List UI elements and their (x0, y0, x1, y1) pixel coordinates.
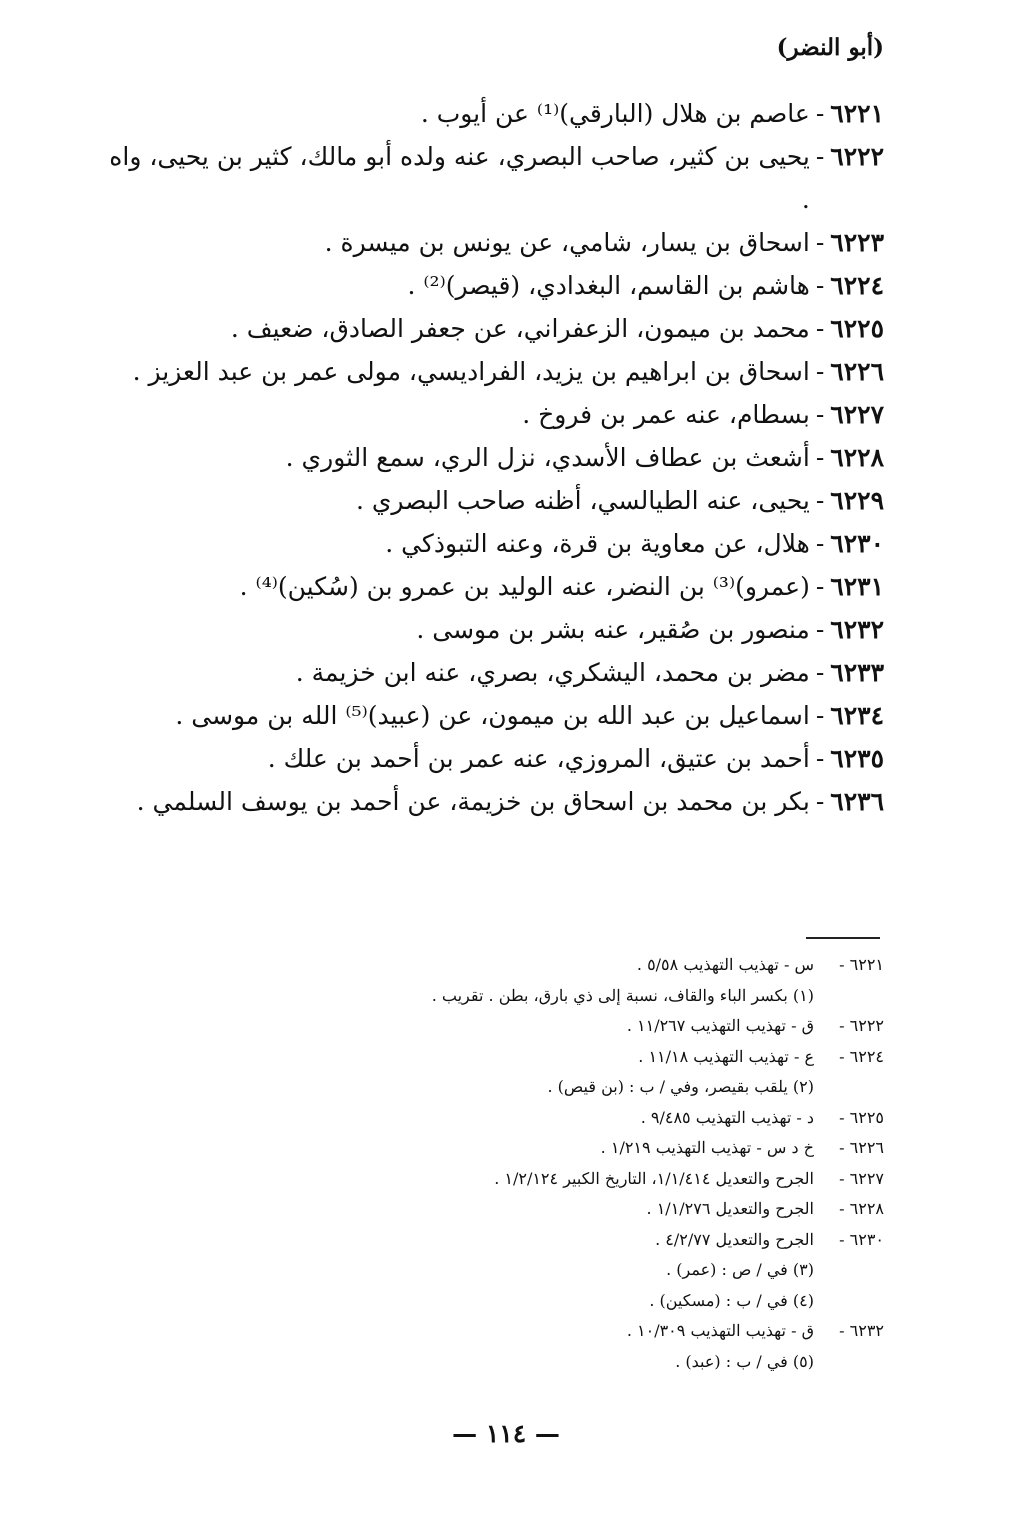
entry (104, 307, 884, 350)
footnote (224, 1072, 884, 1103)
footnote (224, 1255, 884, 1286)
footnote-ref: ٦٢٢٦ - (839, 1138, 884, 1157)
entry-dash: - (815, 142, 825, 171)
entry-text: محمد بن ميمون، الزعفراني، عن جعفر الصادق، ضعيف . (230, 314, 810, 343)
footnote (224, 981, 884, 1012)
footnote (224, 1194, 884, 1225)
entry-dash: - (815, 744, 825, 773)
footnote (224, 1103, 884, 1134)
entry-number: ٦٢٢٢ (830, 142, 884, 171)
footnote-ref: ٦٢٢٧ - (839, 1168, 884, 1188)
entry (104, 436, 884, 479)
running-head: (أبو النضر) (776, 34, 884, 61)
footnote-text: (٣) في / ص : (عمر) . (666, 1260, 814, 1279)
footnote (224, 1316, 884, 1347)
footnote-ref: ٦٢٢١ - (839, 955, 884, 974)
entry-number: ٦٢٢٤ (830, 271, 884, 300)
entry (104, 479, 884, 522)
footnote (224, 1225, 884, 1256)
entry-number: ٦٢٢٩ (830, 486, 884, 515)
entry-number: ٦٢٣٣ (830, 658, 884, 687)
entry-number: ٦٢٣٤ (830, 701, 884, 730)
entry-dash: - (815, 658, 825, 687)
footnote-text: الجرح والتعديل ١/١/٤١٤، التاريخ الكبير ١/٢/١٢٤ . (494, 1168, 814, 1188)
entry-number: ٦٢٢٨ (830, 443, 884, 472)
entry-number: ٦٢٢٦ (830, 357, 884, 386)
footnote-text: الجرح والتعديل ٤/٢/٧٧ . (655, 1229, 814, 1249)
footnote-text: ق - تهذيب التهذيب ١٠/٣٠٩ . (626, 1321, 814, 1340)
footnote (224, 950, 884, 981)
entry (104, 608, 884, 651)
footnote-text: (٥) في / ب : (عبد) . (675, 1351, 814, 1371)
entry (104, 350, 884, 393)
footnote-ref: ٦٢٢٤ - (839, 1046, 884, 1066)
footnote-text: ع - تهذيب التهذيب ١١/١٨ . (638, 1046, 814, 1066)
footnote-text: (٤) في / ب : (مسكين) . (649, 1290, 814, 1310)
footnote (224, 1042, 884, 1073)
entry-text: بسطام، عنه عمر بن فروخ . (522, 400, 810, 429)
entry-text: يحيى بن كثير، صاحب البصري، عنه ولده أبو مالك، كثير بن يحيى، واه . (109, 142, 810, 214)
entry-text: هاشم بن القاسم، البغدادي، (قيصر)⁽²⁾ . (407, 271, 810, 300)
entry-dash: - (815, 787, 825, 816)
entry-dash: - (815, 357, 825, 386)
footnote-text: د - تهذيب التهذيب ٩/٤٨٥ . (640, 1107, 814, 1127)
entry (104, 393, 884, 436)
entry-dash: - (815, 443, 825, 472)
entry-text: (عمرو)⁽³⁾ بن النضر، عنه الوليد بن عمرو بن (سُكين)⁽⁴⁾ . (239, 572, 810, 601)
entry-number: ٦٢٣١ (830, 572, 884, 601)
entry-dash: - (815, 529, 825, 558)
entry-dash: - (815, 572, 825, 601)
entry-text: أشعث بن عطاف الأسدي، نزل الري، سمع الثوري . (285, 443, 810, 472)
footnote (224, 1011, 884, 1042)
entry (104, 651, 884, 694)
entry-dash: - (815, 271, 825, 300)
entry (104, 221, 884, 264)
entry-dash: - (815, 228, 825, 257)
entry-text: بكر بن محمد بن اسحاق بن خزيمة، عن أحمد بن يوسف السلمي . (136, 787, 810, 816)
entry-text: أحمد بن عتيق، المروزي، عنه عمر بن أحمد بن علك . (267, 744, 810, 773)
footnote-ref: ٦٢٢٨ - (839, 1199, 884, 1218)
footnote-ref: ٦٢٢٥ - (839, 1107, 884, 1127)
footnote-ref: ٦٢٢٢ - (839, 1016, 884, 1035)
footnote-text: (١) بكسر الباء والقاف، نسبة إلى ذي بارق، بطن . تقريب . (431, 985, 814, 1005)
entry-text: منصور بن صُقير، عنه بشر بن موسى . (416, 615, 810, 644)
footnote (224, 1133, 884, 1164)
entry-dash: - (815, 701, 825, 730)
entry-text: هلال، عن معاوية بن قرة، وعنه التبوذكي . (385, 529, 810, 558)
entry-text: مضر بن محمد، اليشكري، بصري، عنه ابن خزيمة . (295, 658, 810, 687)
entry-dash: - (815, 615, 825, 644)
entry (104, 92, 884, 135)
entry-text: عاصم بن هلال (البارقي)⁽¹⁾ عن أيوب . (420, 99, 810, 128)
entry-number: ٦٢٣٥ (830, 744, 884, 773)
entry (104, 264, 884, 307)
entry (104, 565, 884, 608)
entry-dash: - (815, 486, 825, 515)
entry (104, 780, 884, 823)
entry-dash: - (815, 99, 825, 128)
entry-number: ٦٢٢٥ (830, 314, 884, 343)
footnote (224, 1286, 884, 1317)
entry-text: اسماعيل بن عبد الله بن ميمون، عن (عبيد)⁽⁵⁾ الله بن موسى . (175, 701, 810, 730)
entry-number: ٦٢٣٠ (830, 529, 884, 558)
entries-list (104, 92, 884, 823)
footnote-ref: ٦٢٣٠ - (839, 1229, 884, 1249)
entry-text: يحيى، عنه الطيالسي، أظنه صاحب البصري . (355, 486, 810, 515)
entry-number: ٦٢٣٢ (830, 615, 884, 644)
footnote-text: ق - تهذيب التهذيب ١١/٢٦٧ . (626, 1016, 814, 1035)
entry-dash: - (815, 314, 825, 343)
entry-dash: - (815, 400, 825, 429)
footnote-separator (806, 937, 880, 939)
entry (104, 694, 884, 737)
entry (104, 522, 884, 565)
footnote-text: الجرح والتعديل ١/١/٢٧٦ . (646, 1199, 814, 1218)
footnote-text: س - تهذيب التهذيب ٥/٥٨ . (636, 955, 814, 974)
entry-number: ٦٢٢٣ (830, 228, 884, 257)
entry-text: اسحاق بن يسار، شامي، عن يونس بن ميسرة . (324, 228, 810, 257)
footnote (224, 1164, 884, 1195)
entry-number: ٦٢٢٧ (830, 400, 884, 429)
footnote-text: (٢) يلقب بقيصر، وفي / ب : (بن قيص) . (547, 1077, 814, 1096)
entry (104, 135, 884, 221)
footnotes-list (224, 950, 884, 1377)
entry-number: ٦٢٢١ (830, 99, 884, 128)
entry-text: اسحاق بن ابراهيم بن يزيد، الفراديسي، مولى عمر بن عبد العزيز . (132, 357, 810, 386)
footnote-ref: ٦٢٣٢ - (839, 1321, 884, 1340)
entry-number: ٦٢٣٦ (830, 787, 884, 816)
footnote (224, 1347, 884, 1378)
page-number: — ١١٤ — (452, 1419, 560, 1448)
entry (104, 737, 884, 780)
footnote-text: خ د س - تهذيب التهذيب ١/٢١٩ . (600, 1138, 814, 1157)
